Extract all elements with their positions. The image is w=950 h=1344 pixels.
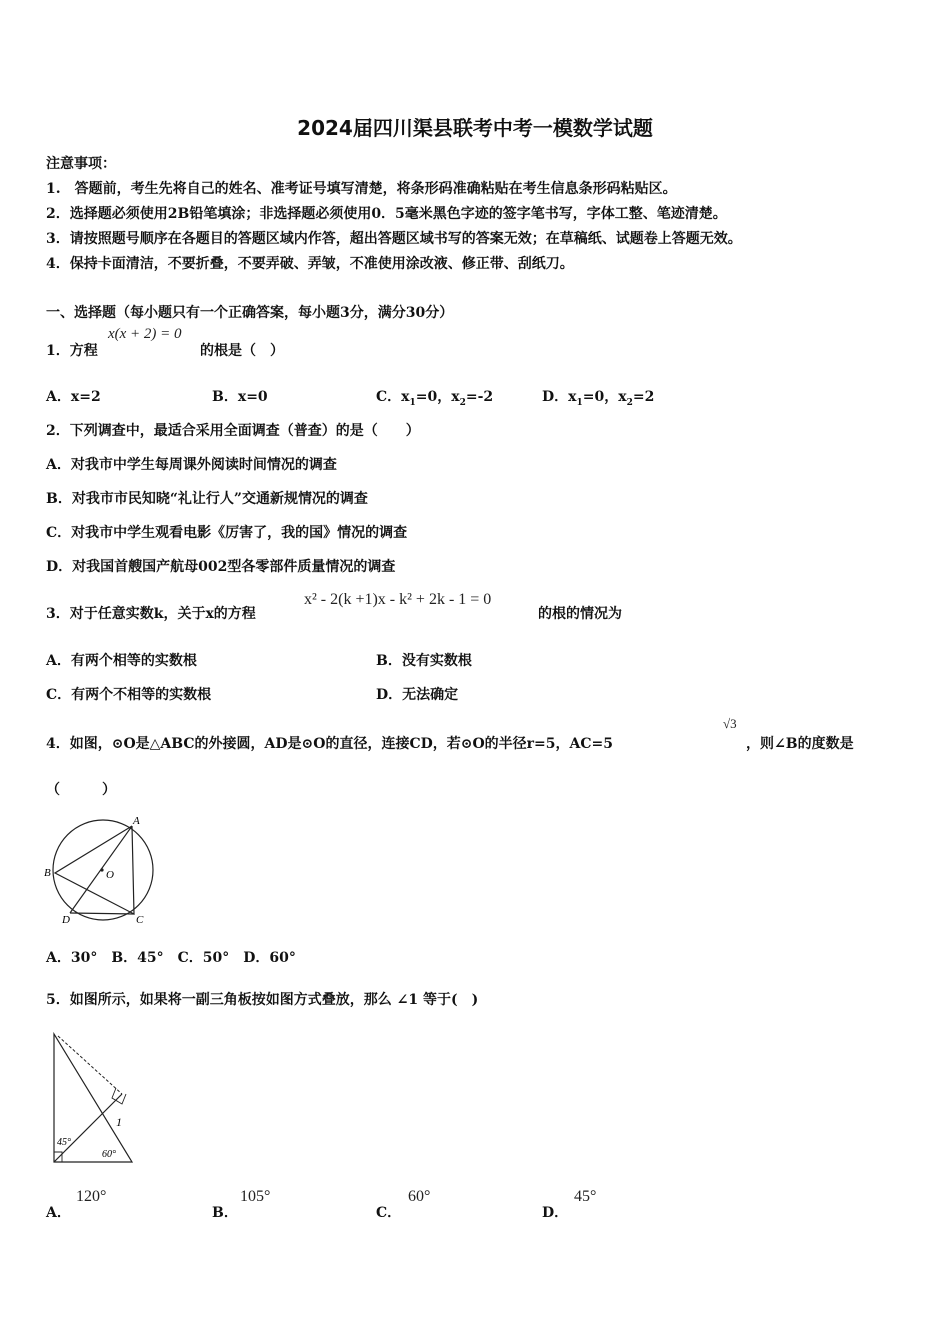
q1-option-b[interactable]: B．x=0 (212, 389, 268, 405)
label-b: B (44, 867, 51, 879)
q1-option-a[interactable]: A．x=2 (46, 389, 101, 405)
q5-option-c-label[interactable]: C． (376, 1205, 402, 1221)
angle-60-label: 60° (102, 1149, 116, 1160)
angle-45-label: 45° (57, 1137, 71, 1148)
q3-option-a[interactable]: A．有两个相等的实数根 (46, 653, 197, 669)
q5-option-b-label[interactable]: B． (212, 1205, 238, 1221)
notice-item: 2．选择题必须使用2B铅笔填涂；非选择题必须使用0．5毫米黑色字迹的签字笔书写，字体工整、笔迹清楚。 (46, 206, 727, 222)
section-heading: 一、选择题（每小题只有一个正确答案，每小题3分，满分30分） (46, 305, 454, 321)
label-c: C (136, 914, 144, 924)
q1-option-c[interactable]: C．$x_1=0$，$x_2=-2$ (376, 389, 494, 408)
q2-option-a[interactable]: A．对我市中学生每周课外阅读时间情况的调查 (46, 457, 337, 473)
q3-equation: x² - 2(k +1)x - k² + 2k - 1 = 0 (304, 591, 492, 608)
notice-item: 4．保持卡面清洁，不要折叠，不要弄破、弄皱，不准使用涂改液、修正带、刮纸刀。 (46, 256, 574, 272)
q4-stem-post: ，则∠B的度数是 (746, 736, 854, 752)
q3-option-c[interactable]: C．有两个不相等的实数根 (46, 687, 212, 703)
label-a: A (133, 815, 140, 827)
q1-stem-post: 的根是（ ） (200, 343, 284, 359)
q2-stem: 2．下列调查中，最适合采用全面调查（普查）的是（ ） (46, 423, 420, 439)
q2-option-c[interactable]: C．对我市中学生观看电影《厉害了，我的国》情况的调查 (46, 525, 408, 541)
q2-option-d[interactable]: D．对我国首艘国产航母002型各零部件质量情况的调查 (46, 559, 396, 575)
notice-heading: 注意事项： (46, 156, 116, 172)
q1-stem-pre: 1．方程 (46, 343, 98, 359)
label-d: D (62, 914, 70, 924)
notice-item: 3．请按照题号顺序在各题目的答题区域内作答，超出答题区域书写的答案无效；在草稿纸、试题卷上答题无效。 (46, 231, 742, 247)
q5-set-square-figure (46, 1032, 142, 1172)
q3-option-d[interactable]: D．无法确定 (376, 687, 459, 703)
q4-circle-figure (42, 812, 168, 924)
q1-option-d[interactable]: D．$x_1=0$，$x_2=2$ (542, 389, 655, 408)
q3-stem-pre: 3．对于任意实数k，关于x的方程 (46, 606, 256, 622)
center-point (100, 868, 103, 871)
notice-item: 1. 答题前，考生先将自己的姓名、准考证号填写清楚，将条形码准确粘贴在考生信息条形码粘贴区。 (46, 181, 677, 197)
q5-option-b-value[interactable]: 105° (240, 1188, 271, 1205)
q2-option-b[interactable]: B．对我市市民知晓“礼让行人”交通新规情况的调查 (46, 491, 368, 507)
q3-option-b[interactable]: B．没有实数根 (376, 653, 472, 669)
q5-stem: 5．如图所示，如果将一副三角板按如图方式叠放，那么 ∠1 等于( ) (46, 992, 479, 1008)
page-title: 2024届四川渠县联考中考一模数学试题 (297, 116, 653, 140)
hidden-edge (58, 1036, 122, 1094)
q4-answer-paren: （ ） (46, 782, 116, 798)
q4-stem: 4．如图，⊙O是△ABC的外接圆，AD是⊙O的直径，连接CD，若⊙O的半径r=5，AC=5 (46, 736, 613, 752)
q1-equation: x(x + 2) = 0 (108, 326, 182, 342)
q5-option-d-value[interactable]: 45° (574, 1188, 597, 1205)
q5-option-a-value[interactable]: 120° (76, 1188, 107, 1205)
q4-sqrt: √3 (723, 716, 737, 731)
q5-option-d-label[interactable]: D． (542, 1205, 569, 1221)
q5-option-c-value[interactable]: 60° (408, 1188, 431, 1205)
q4-options[interactable]: A．30° B．45° C．50° D．60° (46, 950, 296, 966)
angle-1-label: 1 (116, 1115, 122, 1129)
q3-stem-post: 的根的情况为 (538, 606, 622, 622)
label-o: O (106, 869, 114, 881)
q5-option-a-label[interactable]: A． (46, 1205, 71, 1221)
